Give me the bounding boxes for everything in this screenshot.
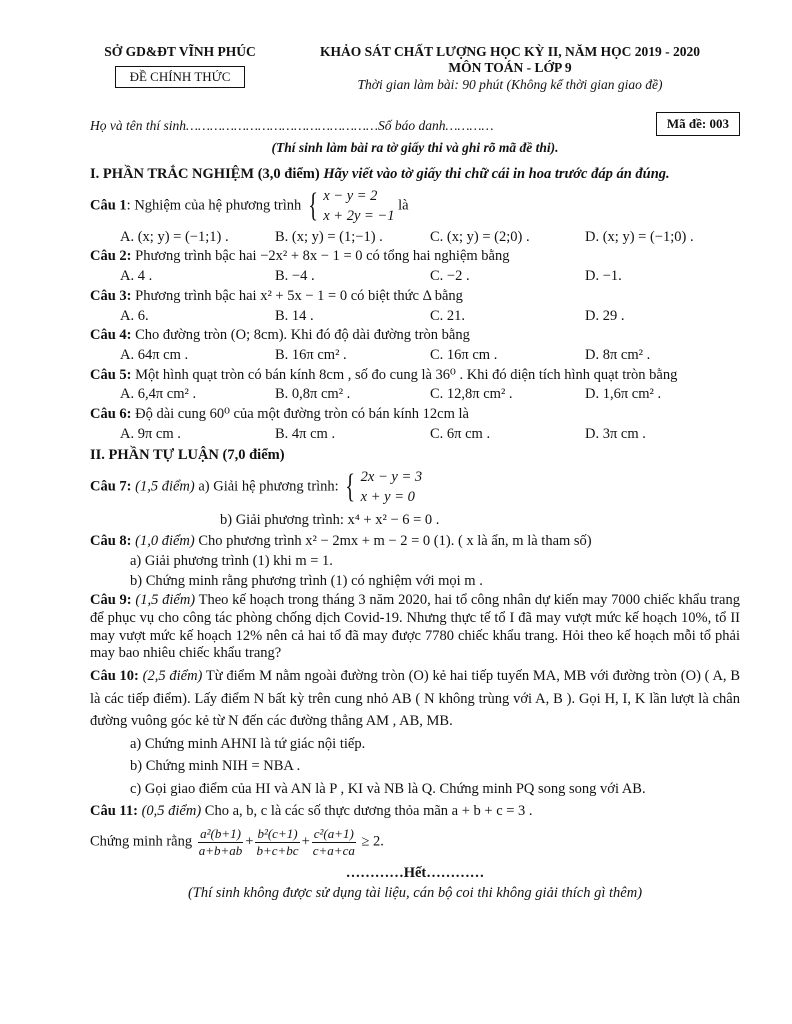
q7-eq1: 2x − y = 3 — [360, 469, 423, 485]
part2-heading: II. PHẦN TỰ LUẬN (7,0 điểm) — [90, 447, 285, 464]
option: B. 14 . — [275, 307, 314, 324]
q9-label: Câu 9: — [90, 592, 132, 609]
candidate-info: Họ và tên thí sinh…………………………………………Số báo danh………… — [90, 118, 494, 133]
q10-text: Từ điểm M nằm ngoài đường tròn (O) kẻ hai tiếp tuyến MA, MB với đường tròn (O) ( A, B là các tiếp điểm). Lấy điểm N bất kỳ trên cung nhỏ AB ( N không trùng với A, B ). Gọi H, I, K lần lượt là chân đường vuông góc kẻ từ N đến các đường thẳng AM , AB, MB. — [90, 668, 740, 730]
q7-points: (1,5 điểm) — [135, 478, 195, 495]
question-2 — [90, 248, 740, 266]
q11-text: Cho a, b, c là các số thực dương thỏa mãn a + b + c = 3 . — [204, 802, 533, 819]
q1-eq1: x − y = 2 — [323, 188, 378, 205]
q10-c: c) Gọi giao điểm của HI và AN là P , KI và NB là Q. Chứng minh PQ song song với AB. — [130, 780, 646, 797]
option: A. 6,4π cm² . — [120, 386, 197, 403]
q8-points: (1,0 điểm) — [135, 533, 195, 550]
official-stamp: ĐỀ CHÍNH THỨC — [115, 66, 246, 88]
option: C. 6π cm . — [430, 425, 491, 442]
q11-inequality: Chứng minh rằng $\frac{\text{a²(b+1)}}{a+b+ab}$ + $\frac{\text{b²(c+1)}}{b+c+bc}$ + $\frac{\text{c²(a+1)}}{c+a+ca}$ ≥ 2. — [90, 826, 384, 859]
part1-heading — [90, 166, 740, 184]
q4-text: Cho đường tròn (O; 8cm). Khi đó độ dài đường tròn bằng — [135, 327, 470, 344]
f3-denominator: c+a+ca — [312, 843, 355, 859]
fraction-3 — [311, 826, 357, 859]
q10-a: a) Chứng minh AHNI là tứ giác nội tiếp. — [130, 735, 366, 752]
q1-label: Câu 1 — [90, 197, 127, 214]
f1-numerator: a²(b+1) — [200, 826, 241, 842]
q3-options — [90, 308, 740, 326]
exam-subject: MÔN TOÁN - LỚP 9 — [448, 60, 572, 76]
option: C. 16π cm . — [430, 346, 498, 363]
q4-label: Câu 4: — [90, 327, 132, 344]
question-9 — [90, 592, 740, 663]
department-name: SỞ GD&ĐT VĨNH PHÚC — [104, 44, 256, 59]
q2-options — [90, 268, 740, 286]
q3-label: Câu 3: — [90, 287, 132, 304]
q11-prove: Chứng minh rằng — [90, 833, 193, 850]
option: C. −2 . — [430, 268, 470, 285]
q7-label: Câu 7: — [90, 478, 132, 495]
q4-options — [90, 347, 740, 365]
q2-label: Câu 2: — [90, 248, 132, 265]
q3-text: Phương trình bậc hai x² + 5x − 1 = 0 có biệt thức Δ bằng — [135, 287, 463, 304]
question-5 — [90, 367, 740, 385]
candidate-note: (Thí sinh làm bài ra tờ giấy thi và ghi rõ mã đề thi). — [271, 140, 559, 155]
q1-tail: là — [398, 197, 409, 214]
footer-note: (Thí sinh không được sử dụng tài liệu, cán bộ coi thi không giải thích gì thêm) — [187, 884, 643, 901]
q1-options — [90, 229, 740, 247]
q2-text: Phương trình bậc hai −2x² + 8x − 1 = 0 có tổng hai nghiệm bằng — [135, 248, 510, 265]
q1-system: { x − y = 2 x + 2y = −1 — [308, 187, 395, 225]
q5-text: Một hình quạt tròn có bán kính 8cm , số đo cung là 36⁰ . Khi đó diện tích hình quạt tròn bằng — [135, 366, 678, 383]
question-3 — [90, 288, 740, 306]
exam-page — [90, 44, 740, 902]
header-left — [90, 44, 270, 88]
f2-denominator: b+c+bc — [256, 843, 299, 859]
q1-text: : Nghiệm của hệ phương trình — [126, 197, 302, 214]
question-8 — [90, 533, 740, 551]
exam-title: KHẢO SÁT CHẤT LƯỢNG HỌC KỲ II, NĂM HỌC 2019 - 2020 — [319, 44, 701, 59]
q10-points: (2,5 điểm) — [142, 668, 203, 685]
question-10 — [90, 665, 740, 732]
q11-rhs: ≥ 2. — [361, 833, 384, 850]
fraction-2 — [254, 826, 300, 859]
q8-text: Cho phương trình x² − 2mx + m − 2 = 0 (1). ( x là ẩn, m là tham số) — [198, 533, 592, 550]
question-6 — [90, 406, 740, 424]
option: C. (x; y) = (2;0) . — [430, 228, 530, 245]
q8-b: b) Chứng minh rằng phương trình (1) có nghiệm với mọi m . — [130, 572, 483, 589]
option: D. 1,6π cm² . — [585, 386, 662, 403]
q9-text: Theo kế hoạch trong tháng 3 năm 2020, hai tổ công nhân dự kiến may 7000 chiếc khẩu trang để phục vụ cho công tác phòng chống dịch Covid-19. Nhưng thực tế tổ I đã may vượt mức kế hoạch 10%, tổ II may vượt mức kế hoạch 12% nên cả hai tổ đã may được 7780 chiếc khẩu trang. Hỏi theo kế hoạch mỗi tổ phải may bao nhiêu chiếc khẩu trang? — [90, 592, 740, 662]
option: A. 64π cm . — [120, 346, 189, 363]
option: A. (x; y) = (−1;1) . — [120, 228, 229, 245]
q7-a: a) Giải hệ phương trình: — [198, 478, 339, 495]
option: B. 16π cm² . — [275, 346, 347, 363]
q6-text: Độ dài cung 60⁰ của một đường tròn có bán kính 12cm là — [135, 405, 469, 422]
option: B. 4π cm . — [275, 425, 336, 442]
question-7 — [90, 467, 740, 508]
exam-time: Thời gian làm bài: 90 phút (Không kể thời gian giao đề) — [357, 76, 663, 92]
q7-b: b) Giải phương trình: x⁴ + x² − 6 = 0 . — [220, 511, 440, 528]
f2-numerator: b²(c+1) — [257, 826, 298, 842]
question-1 — [90, 186, 740, 227]
f1-denominator: a+b+ab — [198, 843, 243, 859]
q6-options — [90, 426, 740, 444]
q7-eq2: x + y = 0 — [360, 489, 415, 506]
end-marker: …………Hết………… — [345, 864, 485, 881]
option: D. 8π cm² . — [585, 346, 651, 363]
f3-numerator: c²(a+1) — [313, 826, 354, 842]
part1-title: I. PHẦN TRẮC NGHIỆM (3,0 điểm) — [90, 166, 320, 183]
q11-label: Câu 11: — [90, 802, 138, 819]
part1-instruction: Hãy viết vào tờ giấy thi chữ cái in hoa trước đáp án đúng. — [323, 166, 670, 183]
option: C. 21. — [430, 307, 466, 324]
option: A. 9π cm . — [120, 425, 181, 442]
header-right — [280, 44, 740, 93]
option: B. (x; y) = (1;−1) . — [275, 228, 383, 245]
q8-a: a) Giải phương trình (1) khi m = 1. — [130, 552, 333, 569]
question-11 — [90, 803, 740, 821]
q5-label: Câu 5: — [90, 366, 132, 383]
exam-code: Mã đề: 003 — [656, 112, 740, 136]
q11-points: (0,5 điểm) — [141, 802, 202, 819]
q6-label: Câu 6: — [90, 405, 132, 422]
q5-options — [90, 386, 740, 404]
q7-system: { 2x − y = 3 x + y = 0 — [345, 468, 423, 506]
option: D. (x; y) = (−1;0) . — [585, 228, 694, 245]
option: B. −4 . — [275, 268, 315, 285]
option: D. 29 . — [585, 307, 625, 324]
fraction-1 — [197, 826, 245, 859]
option: B. 0,8π cm² . — [275, 386, 351, 403]
candidate-line — [90, 118, 740, 140]
question-4 — [90, 327, 740, 345]
q10-b: b) Chứng minh NIH = NBA . — [130, 758, 301, 775]
option: A. 6. — [120, 307, 149, 324]
exam-header — [90, 44, 740, 108]
option: D. 3π cm . — [585, 425, 646, 442]
option: A. 4 . — [120, 268, 153, 285]
q1-eq2: x + 2y = −1 — [323, 208, 395, 225]
option: D. −1. — [585, 268, 622, 285]
q8-label: Câu 8: — [90, 533, 132, 550]
q10-label: Câu 10: — [90, 668, 139, 685]
option: C. 12,8π cm² . — [430, 386, 513, 403]
q9-points: (1,5 điểm) — [135, 592, 196, 609]
